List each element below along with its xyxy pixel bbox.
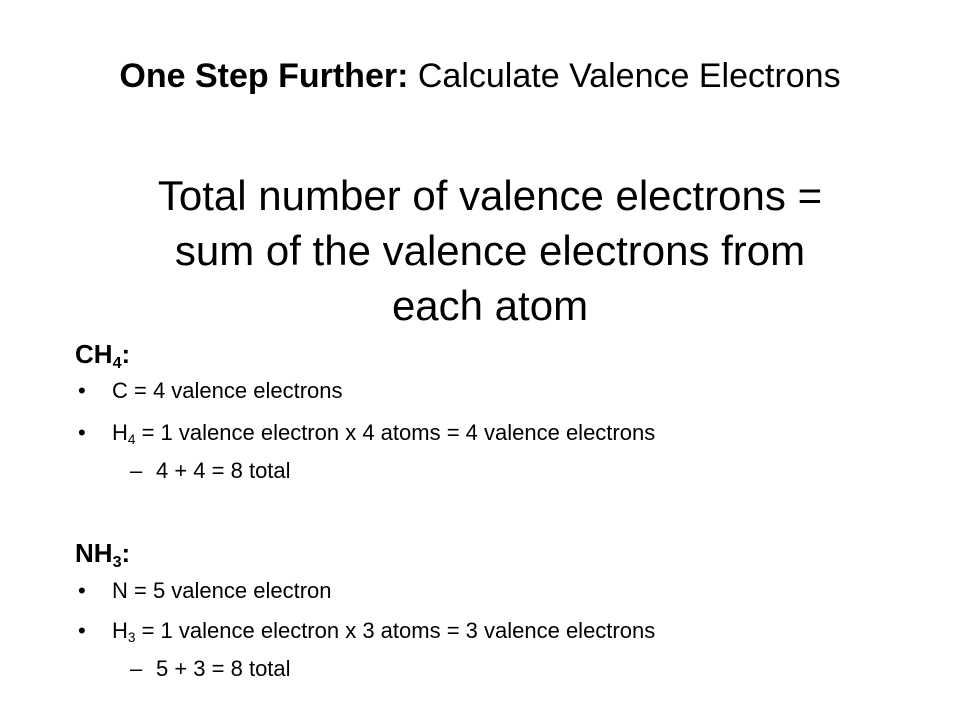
- nh3-hydrogen-symbol: H: [112, 618, 128, 643]
- ch4-heading-colon: :: [121, 339, 131, 369]
- bullet-glyph: •: [78, 578, 86, 603]
- ch4-carbon-text: C = 4 valence electrons: [112, 378, 343, 403]
- ch4-hydrogen-text: = 1 valence electron x 4 atoms = 4 valence electrons: [135, 420, 656, 445]
- bullet-glyph: •: [78, 378, 86, 403]
- nh3-hydrogen-subscript: 3: [127, 630, 136, 646]
- ch4-bullet-carbon: [78, 376, 343, 406]
- ch4-heading-base: CH: [75, 339, 113, 369]
- ch4-heading-subscript: 4: [112, 353, 122, 372]
- ch4-heading: [75, 336, 130, 372]
- dash-glyph: –: [130, 458, 143, 483]
- nh3-bullet-nitrogen: [78, 576, 332, 606]
- ch4-hydrogen-subscript: 4: [127, 432, 136, 448]
- ch4-total-text: 4 + 4 = 8 total: [156, 458, 291, 483]
- nh3-total: [130, 654, 291, 684]
- title-regular-part: Calculate Valence Electrons: [417, 57, 841, 95]
- nh3-bullet-hydrogen: [78, 616, 655, 646]
- statement-line-3: each atom: [391, 282, 589, 329]
- ch4-total: [130, 456, 291, 486]
- bullet-glyph: •: [78, 618, 86, 643]
- slide-title: [0, 52, 960, 100]
- statement-line-2: sum of the valence electrons from: [174, 227, 806, 274]
- nh3-heading-colon: :: [121, 538, 131, 568]
- statement-line-1: Total number of valence electrons =: [157, 172, 823, 219]
- ch4-hydrogen-symbol: H: [112, 420, 128, 445]
- nh3-hydrogen-text: = 1 valence electron x 3 atoms = 3 valence electrons: [135, 618, 656, 643]
- dash-glyph: –: [130, 656, 143, 681]
- nh3-heading-subscript: 3: [112, 552, 122, 571]
- nh3-nitrogen-text: N = 5 valence electron: [112, 578, 332, 603]
- bullet-glyph: •: [78, 420, 86, 445]
- nh3-total-text: 5 + 3 = 8 total: [156, 656, 291, 681]
- nh3-heading-base: NH: [75, 538, 113, 568]
- nh3-heading: [75, 535, 130, 571]
- title-bold-part: One Step Further:: [119, 57, 409, 95]
- main-statement: [90, 168, 890, 333]
- ch4-bullet-hydrogen: [78, 418, 655, 448]
